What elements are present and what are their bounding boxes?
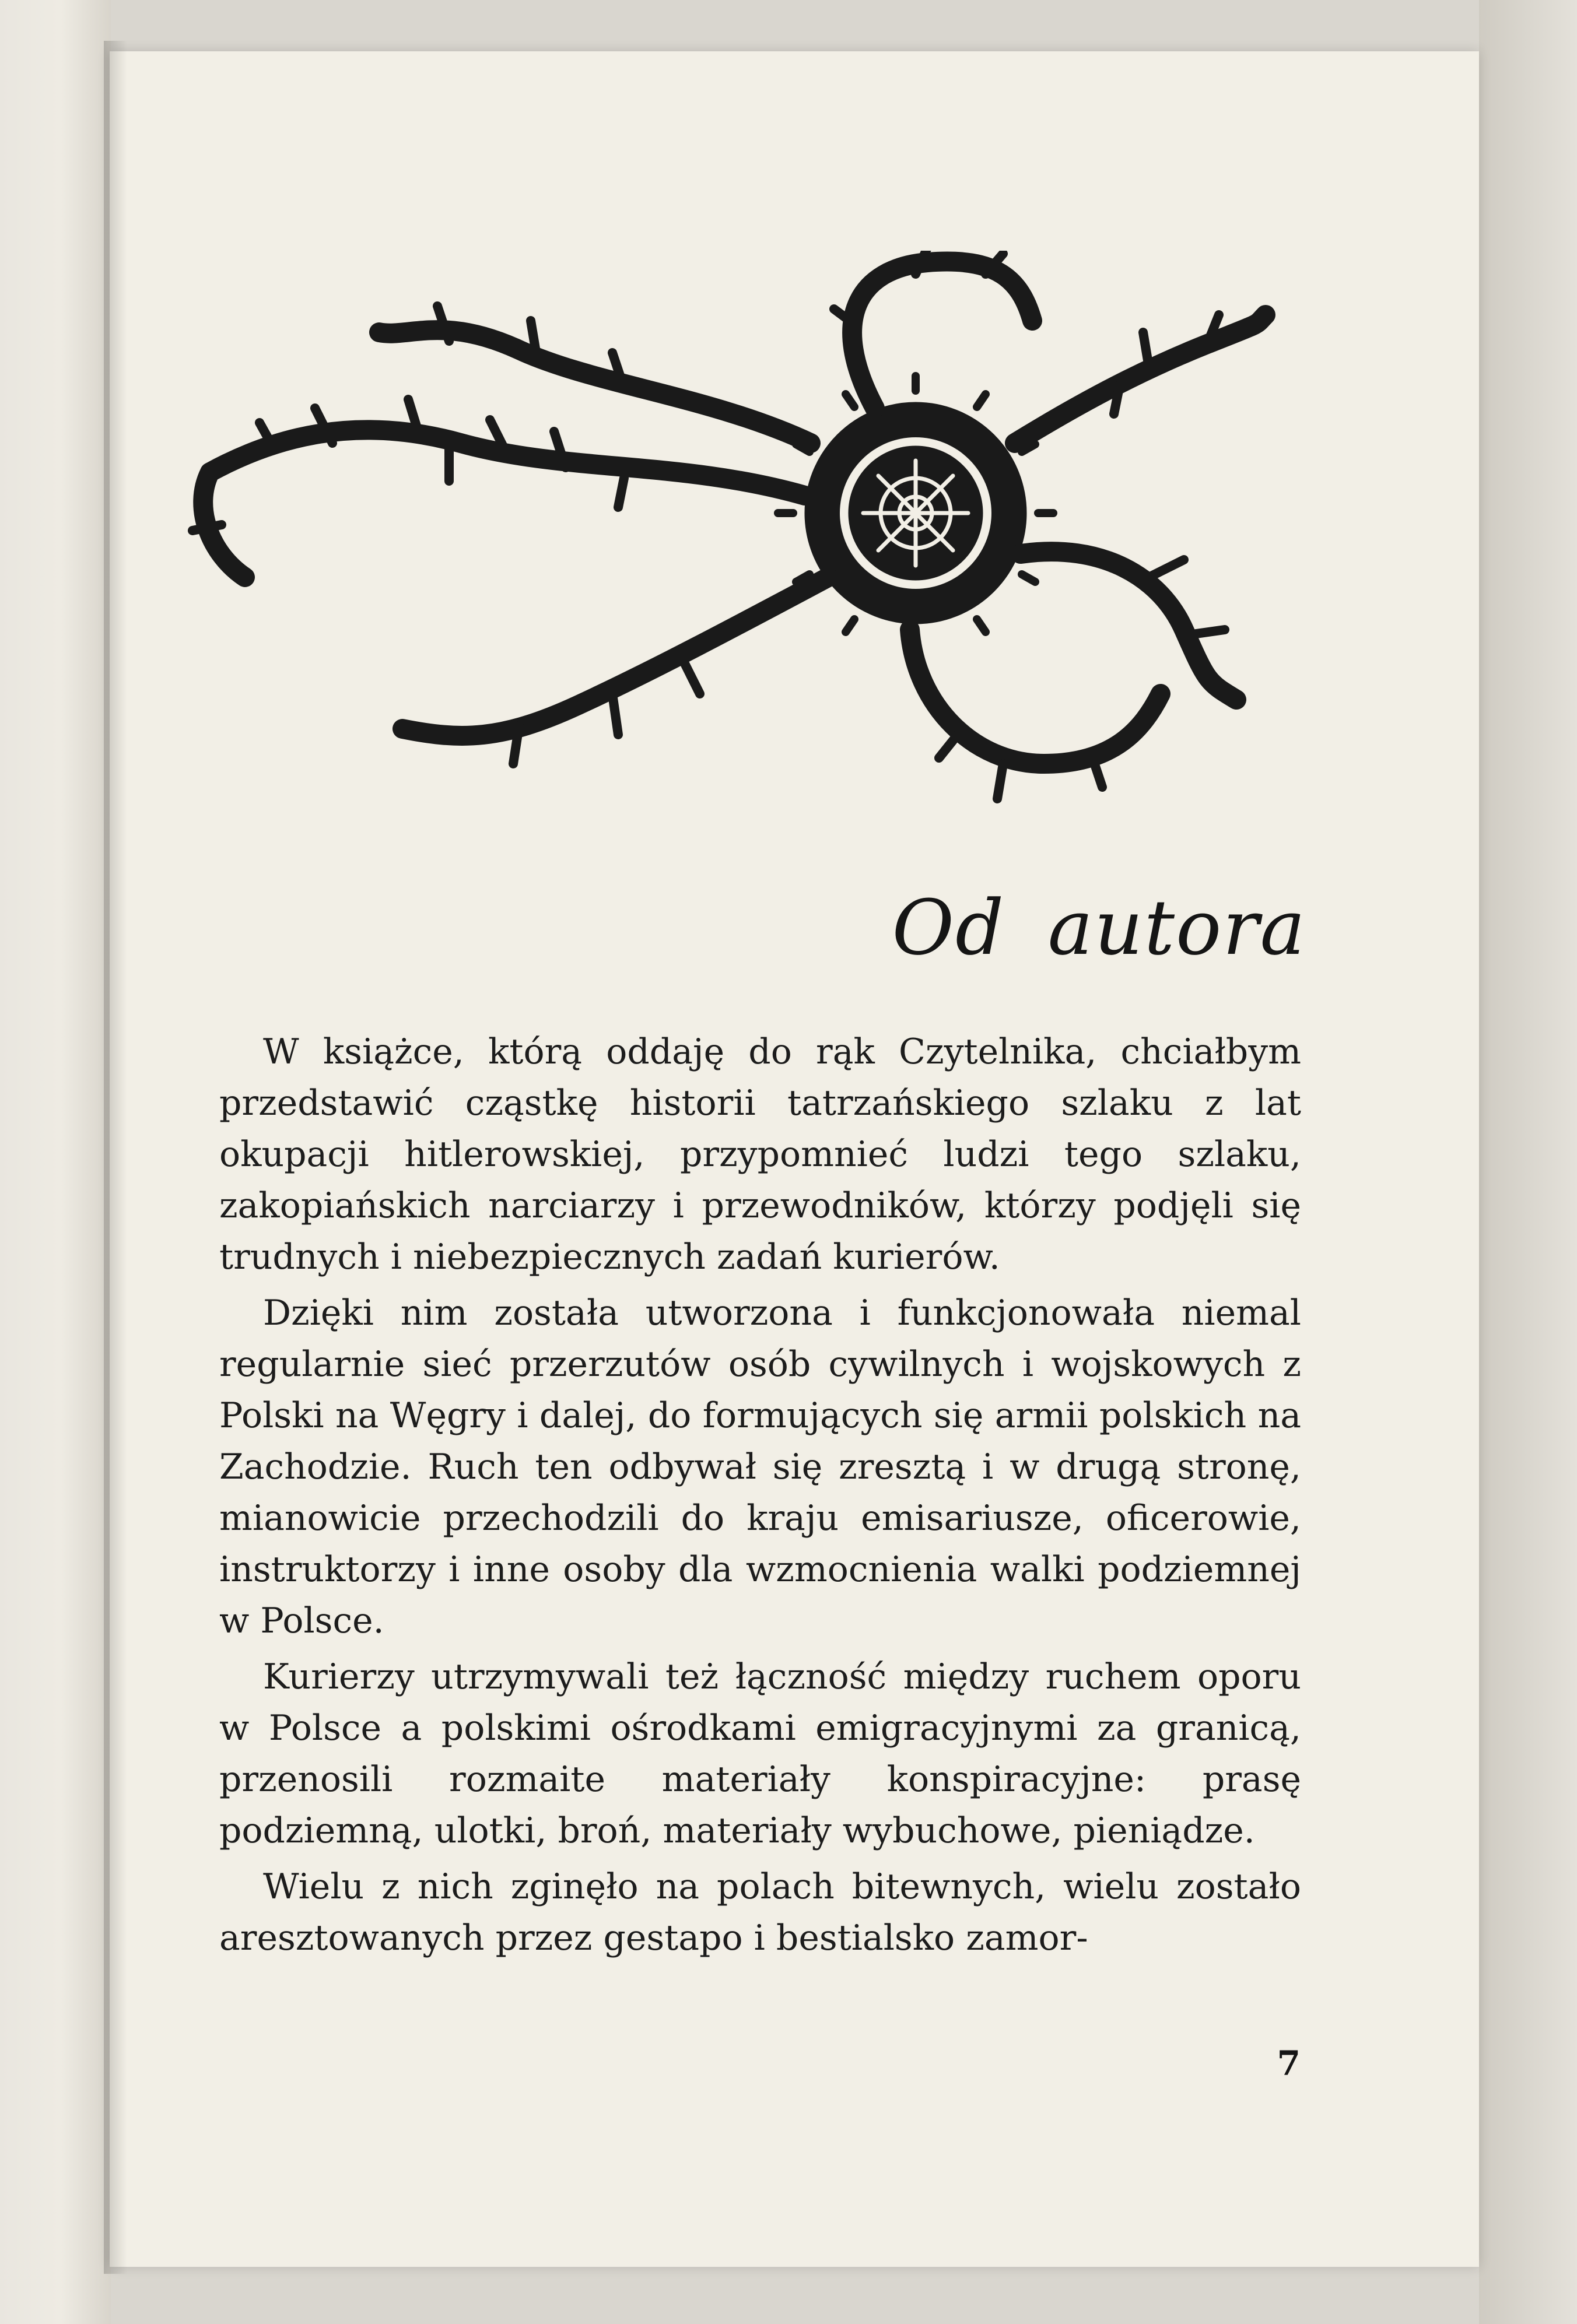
page-number: 7 (1277, 2044, 1301, 2083)
paragraph: Wielu z nich zginęło na polach bitewnych, wielu zostało aresztowanych przez gestapo i bestialsko zamor- (219, 1866, 1301, 1958)
chapter-heading: Od autora (892, 883, 1306, 972)
paragraph: Kurierzy utrzymywali też łączność między ruchem oporu w Polsce a polskimi ośrodkami emigracyjnymi za granicą, przenosili rozmaite materiały konspiracyjne: prasę podziemną, ulotki, broń, materiały wybuchowe, pieniądze. (219, 1656, 1301, 1851)
paragraph: W książce, którą oddaję do rąk Czytelnika, chciałbym przedstawić cząstkę historii tatrzańskiego szlaku z lat okupacji hitlerowskiej, przypomnieć ludzi tego szlaku, zakopiańskich narciarzy i przewodników, którzy podjęli się trudnych i niebezpiecznych zadań kurierów. (219, 1031, 1301, 1277)
background-surface (1479, 0, 1577, 2324)
paragraph: Dzięki nim została utworzona i funkcjonowała niemal regularnie sieć przerzutów osób cywilnych i wojskowych z Polski na Węgry i dalej, do formujących się armii polskich na Zachodzie. Ruch ten odbywał się zresztą i w drugą stronę, mianowicie przechodzili do kraju emisariusze, oficerowie, instruktorzy i inne osoby dla wzmocnienia walki podziemnej w Polsce. (219, 1293, 1301, 1641)
thistle-ornament-illustration (157, 251, 1301, 828)
page-gutter-shadow (104, 41, 127, 2274)
facing-page-edge (0, 0, 111, 2324)
body-text (219, 1026, 1301, 1968)
